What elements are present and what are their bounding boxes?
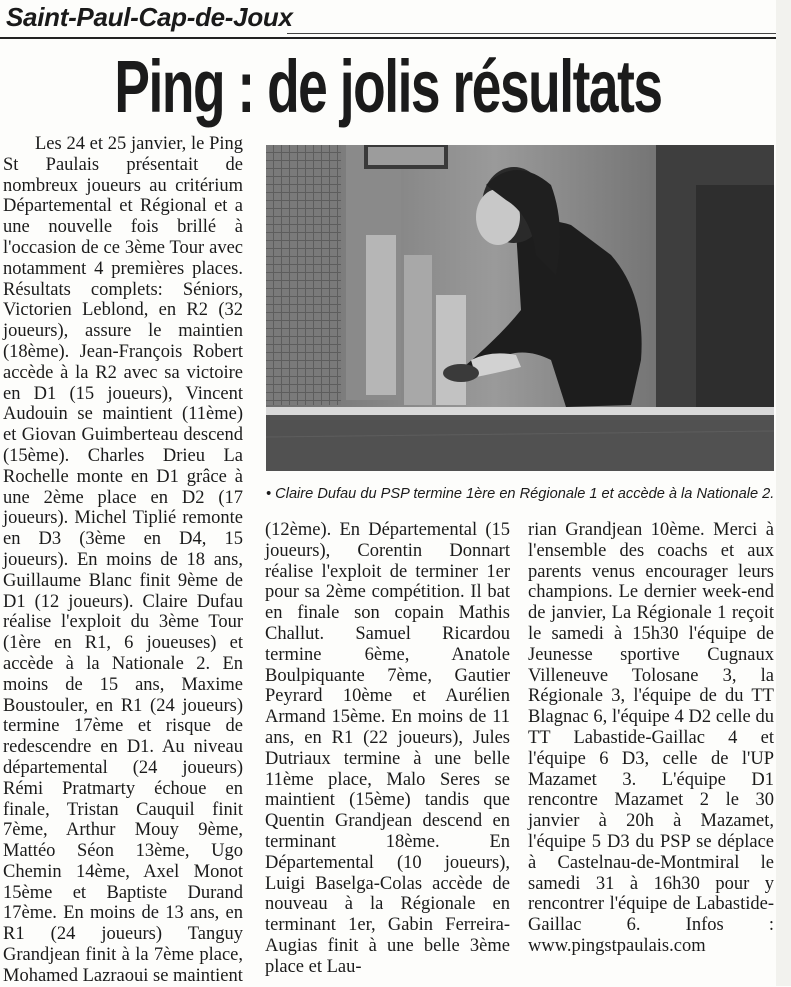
- column-3-text: rian Grandjean 10ème. Merci à l'ensemble des coachs et aux parents venus encourager leurs champions. Le dernier week-end de janvier, La Régionale 1 reçoit le samedi à 15h30 l'équipe de Jeunesse sportive Cugnaux Villeneuve Tolosane 3, la Régionale 3, l'équipe de du TT Blagnac 6, l'équipe 4 D2 celle du TT Labastide-Gaillac 4 et l'équipe 6 D3, celle de l'UP Mazamet 3. L'équipe D1 rencontre Mazamet 2 le 30 janvier à 20h à Mazamet, l'équipe 5 D3 du PSP se déplace à Castelnau-de-Montmiral le samedi 31 à 16h30 pour y rencontrer l'équipe de Labastide-Gaillac 6. Infos : www.pingstpaulais.com: [528, 520, 774, 956]
- article-photo: [266, 145, 774, 471]
- page-edge: [776, 0, 791, 986]
- article-column-2: [265, 520, 510, 978]
- article-column-1: [3, 134, 243, 987]
- column-2-text: (12ème). En Départemental (15 joueurs), Corentin Donnart réalise l'exploit de terminer 1er pour sa 2ème compétition. Il bat en finale son copain Mathis Challut. Samuel Ricardou termine 6ème, Anatole Boulpiquante 7ème, Gautier Peyrard 10ème et Aurélien Armand 15ème. En moins de 11 ans, en R1 (22 joueurs), Jules Dutriaux termine à une belle 11ème place, Malo Seres se maintient (15ème) tandis que Quentin Grandjean descend en terminant 18ème. En Départemental (10 joueurs), Luigi Baselga-Colas accède de nouveau à la Régionale en terminant 1er, Gabin Ferreira-Augias finit à une belle 3ème place et Lau-: [265, 520, 510, 977]
- column-1-text: Les 24 et 25 janvier, le Ping St Paulais présentait de nombreux joueurs au critérium Départemental et Régional et a une nouvelle fois brillé à l'occasion de ce 3ème Tour avec notamment 4 premières places. Résultats complets: Séniors, Victorien Leblond, en R2 (32 joueurs), assure le maintien (18ème). Jean-François Robert accède à la R2 avec sa victoire en D1 (15 joueurs), Vincent Audouin se maintient (11ème) et Giovan Guimberteau descend (15ème). Charles Drieu La Rochelle monte en D1 grâce à une 2ème place en D2 (17 joueurs). Michel Tiplié remonte en D3 (3ème en D4, 15 joueurs). En moins de 18 ans, Guillaume Blanc finit 9ème de D1 (12 joueurs). Claire Dufau réalise l'exploit du 3ème Tour (1ère en R1, 6 joueuses) et accède à la Nationale 2. En moins de 15 ans, Maxime Boustouler, en R1 (24 joueurs) termine 17ème et risque de redescendre en D1. Au niveau départemental (24 joueurs) Rémi Pratmarty échoue en finale, Tristan Cauquil finit 7ème, Arthur Mouy 9ème, Mattéo Séon 13ème, Ugo Chemin 14ème, Axel Monot 15ème et Baptiste Durand 17ème. En moins de 13 ans, en R1 (24 joueurs) Tanguy Grandjean finit à la 7ème place, Mohamed Lazraoui se maintient: [3, 134, 243, 986]
- rubric-divider-thin: [287, 33, 776, 34]
- table-tennis-player-image: [266, 145, 774, 471]
- article-column-3: [528, 520, 774, 957]
- rubric-divider: [0, 37, 776, 39]
- photo-caption: • Claire Dufau du PSP termine 1ère en Régionale 1 et accède à la Nationale 2.: [266, 486, 775, 502]
- article-headline: Ping : de jolis résultats: [114, 45, 662, 128]
- section-rubric: Saint-Paul-Cap-de-Joux: [6, 2, 293, 32]
